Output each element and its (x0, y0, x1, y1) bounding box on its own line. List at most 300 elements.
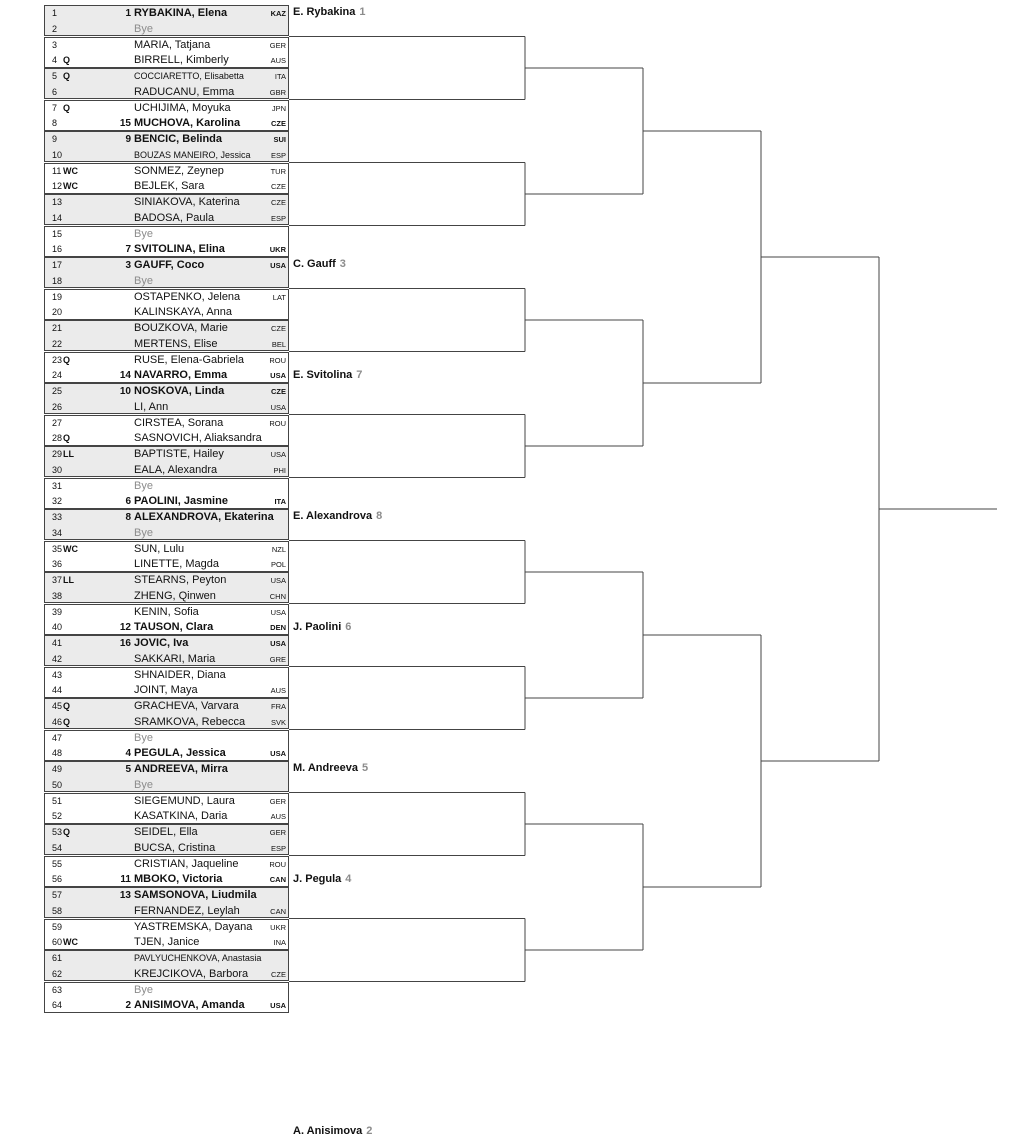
section-winner (293, 510, 382, 523)
match-pair (44, 793, 289, 824)
player-name: GAUFF, Coco (134, 259, 205, 271)
player-country: GER (269, 828, 286, 837)
player-number: 26 (52, 401, 63, 412)
player-name: TJEN, Janice (134, 936, 200, 949)
player-row[interactable] (45, 242, 290, 257)
entry-tag: Q (63, 701, 71, 711)
player-name: SONMEZ, Zeynep (134, 164, 224, 177)
player-row[interactable] (45, 195, 290, 210)
match-pair (44, 446, 289, 477)
player-name: NAVARRO, Emma (134, 369, 228, 382)
section-winner-seed: 3 (339, 258, 346, 270)
player-row[interactable] (45, 353, 290, 368)
player-country: PHI (273, 465, 286, 475)
player-name: Bye (134, 778, 153, 791)
player-name: PAOLINI, Jasmine (134, 495, 228, 508)
player-row[interactable] (45, 589, 290, 604)
player-name: MUCHOVA, Karolina (134, 117, 241, 130)
section-winner-name: E. Svitolina (293, 368, 353, 381)
section-winner (293, 258, 346, 271)
player-seed: 4 (125, 748, 131, 760)
match-pair (44, 257, 289, 288)
entry-tag: Q (63, 71, 71, 81)
player-number: 23 (52, 354, 63, 365)
player-country: ROU (269, 418, 286, 428)
player-row[interactable] (45, 227, 290, 242)
player-row[interactable] (45, 274, 290, 289)
player-name: BOUZAS MANEIRO, Jessica (134, 149, 251, 160)
player-country: USA (270, 749, 286, 759)
player-row[interactable] (45, 526, 290, 541)
player-row[interactable] (45, 620, 290, 635)
player-row[interactable] (45, 258, 290, 273)
section-winner (293, 369, 362, 382)
match-pair (44, 887, 289, 918)
entry-tag: Q (63, 55, 71, 66)
player-number: 38 (52, 590, 63, 601)
player-seed: 7 (125, 244, 131, 256)
player-name: BENCIC, Belinda (134, 133, 223, 145)
player-country: KAZ (270, 9, 286, 18)
player-number: 8 (52, 118, 58, 129)
player-row[interactable] (45, 494, 290, 509)
player-number: 53 (52, 827, 63, 837)
player-name: SUN, Lulu (134, 542, 185, 555)
player-seed: 16 (119, 638, 131, 649)
player-name: SASNOVICH, Aliaksandra (134, 432, 262, 445)
section-winner-name: C. Gauff (293, 258, 336, 270)
section-winner-seed: 2 (366, 1124, 373, 1137)
match-pair (44, 635, 289, 666)
player-name: UCHIJIMA, Moyuka (134, 101, 231, 114)
player-seed: 3 (125, 260, 131, 271)
player-number: 25 (52, 386, 63, 396)
player-number: 4 (52, 55, 58, 66)
player-name: ANISIMOVA, Amanda (134, 999, 245, 1012)
player-row[interactable] (45, 888, 290, 903)
player-number: 27 (52, 417, 63, 428)
player-row[interactable] (45, 479, 290, 494)
player-seed: 12 (119, 622, 131, 634)
player-country: INA (273, 938, 286, 948)
match-pair (44, 320, 289, 351)
player-row[interactable] (45, 211, 290, 226)
player-country: GER (269, 40, 286, 50)
player-seed: 11 (120, 874, 131, 886)
player-country: ROU (269, 859, 286, 869)
player-row[interactable] (45, 967, 290, 982)
section-winner-name: A. Anisimova (293, 1124, 363, 1137)
player-row[interactable] (45, 400, 290, 415)
player-name: OSTAPENKO, Jelena (134, 290, 241, 303)
player-row[interactable] (45, 557, 290, 572)
player-name: PAVLYUCHENKOVA, Anastasia (134, 953, 262, 963)
player-seed: 14 (119, 370, 131, 382)
player-number: 42 (52, 653, 63, 664)
player-seed: 6 (125, 496, 131, 508)
player-number: 9 (52, 134, 58, 144)
player-row[interactable] (45, 841, 290, 856)
player-name: BADOSA, Paula (134, 211, 215, 224)
player-country: BEL (271, 339, 286, 349)
player-country: USA (270, 371, 286, 381)
player-number: 34 (52, 527, 63, 538)
entry-tag: Q (63, 716, 71, 727)
player-seed: 2 (125, 1000, 131, 1012)
player-number: 21 (52, 323, 63, 333)
player-row[interactable] (45, 605, 290, 620)
player-number: 19 (52, 291, 63, 302)
player-number: 24 (52, 370, 63, 381)
player-row[interactable] (45, 116, 290, 131)
player-row[interactable] (45, 463, 290, 478)
match-pair (44, 37, 289, 68)
player-number: 31 (52, 480, 63, 491)
player-number: 62 (52, 968, 63, 979)
player-row[interactable] (45, 305, 290, 320)
player-number: 44 (52, 685, 63, 696)
player-row[interactable] (45, 431, 290, 446)
player-name: MBOKO, Victoria (134, 873, 223, 886)
player-name: SIEGEMUND, Laura (134, 794, 235, 807)
player-country: UKR (270, 922, 286, 932)
player-number: 29 (52, 449, 63, 459)
player-row[interactable] (45, 368, 290, 383)
player-row[interactable] (45, 762, 290, 777)
player-number: 39 (52, 606, 63, 617)
player-row[interactable] (45, 794, 290, 809)
entry-tag: LL (63, 575, 74, 585)
player-number: 61 (52, 953, 63, 963)
player-row[interactable] (45, 337, 290, 352)
player-row[interactable] (45, 384, 290, 399)
player-name: SAMSONOVA, Liudmila (134, 889, 257, 901)
player-country: AUS (270, 686, 286, 696)
player-country: CZE (271, 198, 286, 207)
section-winner-name: J. Pegula (293, 872, 342, 885)
player-country: CHN (269, 591, 286, 601)
player-number: 20 (52, 307, 63, 318)
section-winner-name: E. Alexandrova (293, 510, 373, 522)
player-seed: 1 (125, 8, 131, 19)
section-winner (293, 6, 365, 19)
match-pair (44, 383, 289, 414)
player-country: JPN (271, 103, 286, 113)
player-row[interactable] (45, 935, 290, 950)
player-name: BUCSA, Cristina (134, 841, 216, 854)
player-number: 49 (52, 764, 63, 774)
player-country: USA (270, 261, 286, 270)
player-row[interactable] (45, 699, 290, 714)
player-country: ITA (274, 497, 286, 507)
section-winner (293, 621, 351, 634)
player-row[interactable] (45, 573, 290, 588)
section-winner-seed: 5 (362, 762, 369, 774)
player-name: TAUSON, Clara (134, 621, 214, 634)
player-row[interactable] (45, 904, 290, 919)
player-row[interactable] (45, 447, 290, 462)
player-country: GRE (269, 654, 286, 664)
player-country: AUS (270, 812, 286, 822)
player-country: ITA (274, 72, 286, 81)
player-country: CZE (271, 119, 286, 129)
player-name: SHNAIDER, Diana (134, 668, 226, 681)
player-name: BIRRELL, Kimberly (134, 54, 229, 67)
section-winner-seed: 1 (359, 6, 366, 18)
player-number: 22 (52, 338, 63, 349)
match-pair (44, 982, 289, 1013)
player-row[interactable] (45, 542, 290, 557)
match-pair (44, 698, 289, 729)
entry-tag: WC (63, 181, 78, 192)
section-winner-seed: 6 (345, 620, 352, 633)
player-row[interactable] (45, 809, 290, 824)
player-number: 13 (52, 197, 63, 207)
player-number: 16 (52, 244, 63, 255)
player-country: GBR (269, 87, 286, 97)
match-pair (44, 68, 289, 99)
player-row[interactable] (45, 920, 290, 935)
player-name: SVITOLINA, Elina (134, 243, 225, 256)
player-country: UKR (269, 245, 286, 255)
player-number: 63 (52, 984, 63, 995)
player-row[interactable] (45, 132, 290, 147)
player-number: 18 (52, 275, 63, 286)
player-country: GER (269, 796, 286, 806)
match-pair (44, 856, 289, 887)
player-number: 46 (52, 716, 63, 727)
player-name: PEGULA, Jessica (134, 747, 226, 760)
match-pair (44, 415, 289, 446)
player-name: GRACHEVA, Varvara (134, 700, 239, 712)
entry-tag: Q (63, 827, 71, 837)
match-pair (44, 919, 289, 950)
match-pair (44, 194, 289, 225)
player-name: Bye (134, 731, 153, 744)
match-pair (44, 761, 289, 792)
player-seed: 9 (125, 134, 131, 145)
player-name: RADUCANU, Emma (134, 85, 235, 98)
player-country: USA (270, 639, 286, 648)
player-number: 58 (52, 905, 63, 916)
player-number: 40 (52, 622, 63, 633)
player-name: ZHENG, Qinwen (134, 589, 216, 602)
player-name: STEARNS, Peyton (134, 574, 227, 586)
player-country: ESP (270, 213, 286, 223)
player-number: 48 (52, 748, 63, 759)
player-number: 60 (52, 937, 63, 948)
player-country: USA (270, 1001, 286, 1011)
player-row[interactable] (45, 983, 290, 998)
player-row[interactable] (45, 6, 290, 21)
player-country: CZE (271, 969, 286, 979)
player-country: ESP (270, 150, 286, 160)
match-pair (44, 730, 289, 761)
match-pair (44, 289, 289, 320)
player-row[interactable] (45, 636, 290, 651)
player-number: 64 (52, 1000, 63, 1011)
player-number: 37 (52, 575, 63, 585)
player-country: CAN (270, 906, 286, 916)
entry-tag: Q (63, 102, 71, 113)
player-seed: 8 (125, 512, 131, 523)
player-row[interactable] (45, 731, 290, 746)
match-pair (44, 667, 289, 698)
player-row[interactable] (45, 778, 290, 793)
player-row[interactable] (45, 510, 290, 525)
player-number: 10 (52, 149, 63, 160)
player-row[interactable] (45, 668, 290, 683)
player-row[interactable] (45, 746, 290, 761)
player-number: 52 (52, 811, 63, 822)
player-number: 28 (52, 433, 63, 444)
player-row[interactable] (45, 148, 290, 163)
player-country: NZL (271, 544, 286, 554)
player-number: 35 (52, 543, 63, 554)
player-number: 11 (52, 165, 62, 176)
match-pair (44, 131, 289, 162)
match-pair (44, 352, 289, 383)
player-name: BOUZKOVA, Marie (134, 322, 228, 334)
section-winner-seed: 4 (345, 872, 352, 885)
player-number: 41 (52, 638, 63, 648)
player-country: SUI (273, 135, 286, 144)
player-row[interactable] (45, 715, 290, 730)
player-name: Bye (134, 526, 153, 539)
section-winner (293, 1125, 372, 1138)
player-country: LAT (272, 292, 286, 302)
player-row[interactable] (45, 652, 290, 667)
player-country: POL (270, 560, 286, 570)
section-winner (293, 873, 351, 886)
player-row[interactable] (45, 416, 290, 431)
section-winner (293, 762, 368, 775)
player-name: BAPTISTE, Hailey (134, 448, 224, 460)
player-name: COCCIARETTO, Elisabetta (134, 71, 244, 81)
player-number: 47 (52, 732, 63, 743)
player-name: YASTREMSKA, Dayana (134, 920, 253, 933)
player-row[interactable] (45, 998, 290, 1013)
player-number: 43 (52, 669, 63, 680)
player-number: 54 (52, 842, 63, 853)
player-country: USA (270, 607, 286, 617)
player-name: EALA, Alexandra (134, 463, 218, 476)
player-row[interactable] (45, 101, 290, 116)
section-winner-name: M. Andreeva (293, 762, 359, 774)
match-pair (44, 478, 289, 509)
player-country: CZE (271, 182, 286, 192)
player-name: JOINT, Maya (134, 684, 198, 697)
player-row[interactable] (45, 825, 290, 840)
player-name: Bye (134, 227, 153, 240)
player-seed: 5 (125, 764, 131, 775)
player-number: 30 (52, 464, 63, 475)
player-row[interactable] (45, 164, 290, 179)
player-row[interactable] (45, 22, 290, 37)
player-number: 51 (52, 795, 63, 806)
player-number: 6 (52, 86, 58, 97)
player-row[interactable] (45, 85, 290, 100)
match-pair (44, 604, 289, 635)
player-number: 45 (52, 701, 63, 711)
player-name: JOVIC, Iva (134, 637, 189, 649)
player-name: MERTENS, Elise (134, 337, 218, 350)
player-number: 2 (52, 23, 58, 34)
section-winner-name: J. Paolini (293, 620, 342, 633)
player-name: LINETTE, Magda (134, 558, 219, 571)
match-pair (44, 509, 289, 540)
player-row[interactable] (45, 321, 290, 336)
player-country: DEN (270, 623, 286, 633)
player-country: USA (270, 402, 286, 412)
player-name: LI, Ann (134, 400, 169, 413)
player-country: FRA (271, 702, 286, 711)
match-pair (44, 541, 289, 572)
player-country: USA (270, 450, 286, 459)
section-winner-name: E. Rybakina (293, 6, 356, 18)
player-row[interactable] (45, 179, 290, 194)
player-country: TUR (270, 166, 286, 176)
player-row[interactable] (45, 951, 290, 966)
section-winner-seed: 7 (356, 368, 363, 381)
player-name: CRISTIAN, Jaqueline (134, 857, 239, 870)
player-name: Bye (134, 983, 153, 996)
player-country: AUS (270, 56, 286, 66)
player-number: 1 (52, 8, 58, 18)
match-pair (44, 100, 289, 131)
player-name: CIRSTEA, Sorana (134, 416, 224, 429)
player-seed: 13 (119, 890, 131, 901)
player-number: 5 (52, 71, 58, 81)
player-row[interactable] (45, 872, 290, 887)
player-number: 14 (52, 212, 63, 223)
entry-tag: WC (63, 937, 78, 948)
player-country: ROU (269, 355, 286, 365)
player-row[interactable] (45, 53, 290, 68)
player-name: Bye (134, 479, 153, 492)
player-name: KENIN, Sofia (134, 605, 199, 618)
player-name: Bye (134, 274, 153, 287)
match-pair (44, 950, 289, 981)
player-name: SINIAKOVA, Katerina (134, 196, 240, 208)
player-number: 56 (52, 874, 63, 885)
player-row[interactable] (45, 38, 290, 53)
match-pair (44, 572, 289, 603)
section-winner-seed: 8 (376, 510, 383, 522)
player-row[interactable] (45, 857, 290, 872)
player-row[interactable] (45, 683, 290, 698)
player-country: CZE (271, 387, 286, 396)
player-country: ESP (270, 843, 286, 853)
player-seed: 10 (119, 386, 131, 397)
player-name: KREJCIKOVA, Barbora (134, 967, 249, 980)
player-name: SRAMKOVA, Rebecca (134, 715, 246, 728)
player-row[interactable] (45, 69, 290, 84)
player-number: 57 (52, 890, 63, 900)
player-number: 32 (52, 496, 63, 507)
player-number: 17 (52, 260, 63, 270)
player-name: Bye (134, 22, 153, 35)
player-name: KALINSKAYA, Anna (134, 306, 233, 319)
match-pair (44, 226, 289, 257)
player-number: 3 (52, 39, 58, 50)
player-country: USA (270, 576, 286, 585)
player-row[interactable] (45, 290, 290, 305)
entry-tag: Q (63, 354, 71, 365)
match-pair (44, 163, 289, 194)
player-number: 50 (52, 779, 63, 790)
player-name: MARIA, Tatjana (134, 38, 211, 51)
